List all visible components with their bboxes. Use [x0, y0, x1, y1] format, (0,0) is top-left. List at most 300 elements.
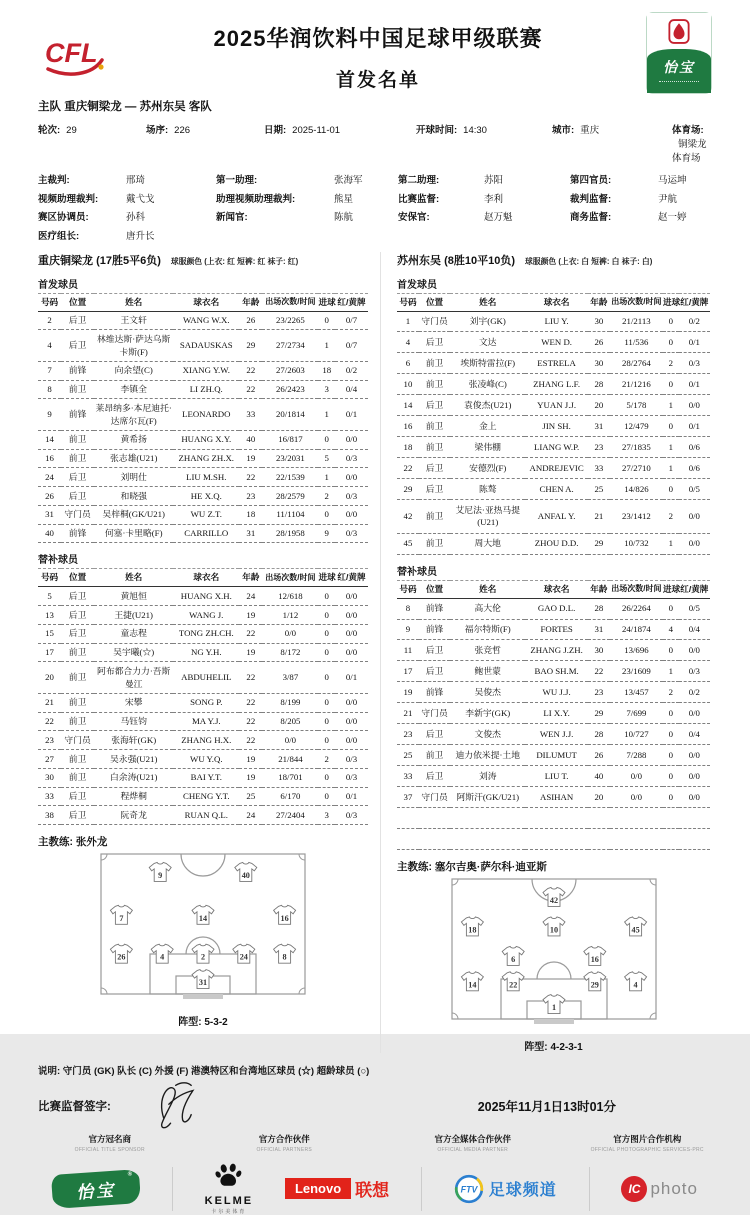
- player-cell: YUAN J.J.: [525, 395, 588, 416]
- sponsor-label: 官方全媒体合作伙伴 OFFICIAL MEDIA PARTNER: [434, 1133, 511, 1153]
- player-cell: 7: [38, 361, 61, 380]
- official-item: [216, 191, 398, 205]
- substitute-player-row: [397, 682, 710, 703]
- player-cell: 7/699: [610, 703, 663, 724]
- starting-table: [397, 293, 710, 555]
- team-header: [38, 252, 368, 268]
- match-info-row: [38, 122, 712, 164]
- player-cell: 后卫: [419, 661, 450, 682]
- sponsor-label: 官方冠名商 OFFICIAL TITLE SPONSOR: [74, 1133, 145, 1153]
- player-cell: 18: [318, 361, 335, 380]
- player-cell: 38: [38, 806, 61, 825]
- official-label: 第二助理:: [398, 175, 440, 186]
- official-label: 裁判监督:: [570, 193, 612, 205]
- player-cell: 16: [38, 449, 61, 468]
- official-value: 戴弋戈: [126, 193, 155, 205]
- jersey-14: [461, 972, 483, 991]
- column-header: 球衣名: [173, 293, 239, 311]
- player-cell: 37: [397, 787, 419, 808]
- player-cell: 22: [239, 712, 262, 731]
- info-label: 轮次:: [38, 125, 61, 136]
- player-cell: 0/2: [679, 311, 710, 332]
- player-cell: 0/6: [679, 458, 710, 479]
- team-section-away: [380, 252, 710, 1053]
- player-cell: ASIHAN: [525, 787, 588, 808]
- player-cell: 23/1609: [610, 661, 663, 682]
- player-cell: 0/1: [679, 332, 710, 353]
- player-cell: 0/3: [679, 661, 710, 682]
- subs-heading: 替补球员: [38, 555, 78, 567]
- player-cell: 11/536: [610, 332, 663, 353]
- player-cell: 30: [588, 353, 610, 374]
- column-header: 红/黄牌: [335, 569, 368, 587]
- player-cell: 文达: [450, 332, 525, 353]
- svg-text:7: 7: [119, 913, 124, 923]
- player-cell: 1: [663, 395, 679, 416]
- jersey-16: [583, 946, 605, 965]
- player-cell: 0: [663, 332, 679, 353]
- jersey-1: [543, 994, 565, 1013]
- official-label: 比赛监督:: [398, 193, 440, 205]
- player-cell: 10/727: [610, 724, 663, 745]
- player-cell: 8: [397, 598, 419, 619]
- official-label: 第一助理:: [216, 175, 258, 186]
- player-cell: BAI Y.T.: [173, 768, 239, 787]
- player-cell: 9: [397, 619, 419, 640]
- player-cell: 0: [663, 374, 679, 395]
- player-cell: 前锋: [61, 524, 94, 543]
- player-cell: 0/0: [335, 624, 368, 643]
- official-label: 主裁判:: [38, 175, 70, 186]
- player-cell: XIANG Y.W.: [173, 361, 239, 380]
- column-header: 年龄: [588, 580, 610, 598]
- player-cell: 23: [588, 437, 610, 458]
- player-cell: 刘涛: [450, 766, 525, 787]
- player-cell: CARRILLO: [173, 524, 239, 543]
- player-cell: 吴俊杰: [450, 682, 525, 703]
- starting-player-row: [38, 487, 368, 506]
- player-cell: 0/3: [335, 806, 368, 825]
- player-cell: 4: [38, 330, 61, 362]
- player-cell: 守门员: [61, 731, 94, 750]
- player-cell: 前卫: [419, 499, 450, 533]
- player-cell: [588, 807, 610, 828]
- column-header: 号码: [38, 569, 61, 587]
- info-value: 14:30: [463, 125, 487, 136]
- player-cell: 1: [663, 458, 679, 479]
- player-cell: 0: [663, 598, 679, 619]
- player-cell: 前锋: [419, 682, 450, 703]
- column-header: 姓名: [94, 569, 173, 587]
- player-cell: 27/1835: [610, 437, 663, 458]
- ftv-badge-icon: [454, 1174, 484, 1204]
- info-value: 226: [174, 125, 191, 136]
- player-cell: 16/817: [262, 430, 318, 449]
- jersey-16: [274, 905, 296, 924]
- substitute-player-row: [397, 619, 710, 640]
- player-cell: 0: [318, 311, 335, 330]
- player-cell: 金上: [450, 416, 525, 437]
- player-cell: 王文轩: [94, 311, 173, 330]
- player-cell: 福尔特斯(F): [450, 619, 525, 640]
- player-cell: 后卫: [419, 766, 450, 787]
- starting-player-row: [397, 332, 710, 353]
- player-cell: 2: [38, 311, 61, 330]
- match-info-item: [264, 122, 416, 164]
- player-cell: 25: [397, 745, 419, 766]
- svg-text:14: 14: [198, 913, 208, 923]
- column-header: 红/黄牌: [335, 293, 368, 311]
- svg-text:40: 40: [241, 870, 250, 880]
- player-cell: 0/7: [335, 311, 368, 330]
- kelme-logo: KELME 卡尔美体育: [205, 1163, 254, 1215]
- player-cell: 后卫: [61, 468, 94, 487]
- yibao-sponsor-logo: [646, 12, 712, 94]
- official-label: 商务监督:: [570, 212, 612, 223]
- player-cell: 30: [588, 640, 610, 661]
- substitute-player-row: [38, 806, 368, 825]
- substitutes-table: [38, 568, 368, 825]
- player-cell: [397, 807, 419, 828]
- player-cell: 3/87: [262, 662, 318, 694]
- player-cell: 4: [397, 332, 419, 353]
- player-cell: 高大伦: [450, 598, 525, 619]
- player-cell: 2: [318, 750, 335, 769]
- player-cell: 刘明仕: [94, 468, 173, 487]
- jersey-26: [110, 944, 132, 963]
- svg-text:16: 16: [590, 954, 599, 964]
- player-cell: [663, 828, 679, 849]
- jersey-29: [583, 972, 605, 991]
- player-cell: 后卫: [419, 640, 450, 661]
- football-channel-logo: FTV 足球频道: [454, 1174, 557, 1204]
- formation-diagram: [38, 852, 368, 1028]
- player-cell: 28: [588, 374, 610, 395]
- player-cell: 40: [588, 766, 610, 787]
- substitute-player-row: [397, 745, 710, 766]
- player-cell: 0: [663, 479, 679, 500]
- legend-note: 说明: 守门员 (GK) 队长 (C) 外援 (F) 港澳特区和台湾地区球员 (☆) 超龄球员 (○): [38, 1065, 370, 1077]
- player-cell: 23: [38, 731, 61, 750]
- player-cell: LI ZH.Q.: [173, 380, 239, 399]
- player-cell: 6: [397, 353, 419, 374]
- player-cell: [450, 828, 525, 849]
- player-cell: 迪力依米提·土地: [450, 745, 525, 766]
- official-item: [398, 172, 570, 186]
- player-cell: 14: [38, 430, 61, 449]
- player-cell: 23: [239, 487, 262, 506]
- player-cell: WEN J.J.: [525, 724, 588, 745]
- info-label: 开球时间:: [416, 125, 458, 136]
- player-cell: 0: [318, 768, 335, 787]
- substitutes-table: [397, 580, 710, 850]
- player-cell: 21/844: [262, 750, 318, 769]
- coach-name: 塞尔吉奥·萨尔科·迪亚斯: [434, 860, 547, 873]
- player-cell: 17: [397, 661, 419, 682]
- jersey-18: [461, 917, 483, 936]
- jersey-10: [543, 917, 565, 936]
- substitute-player-row: [38, 587, 368, 606]
- starting-player-row: [38, 524, 368, 543]
- player-cell: 0/0: [335, 587, 368, 606]
- player-cell: MA Y.J.: [173, 712, 239, 731]
- svg-text:42: 42: [549, 895, 558, 905]
- player-cell: 吴永强(U21): [94, 750, 173, 769]
- player-cell: 7/288: [610, 745, 663, 766]
- player-cell: 前卫: [61, 449, 94, 468]
- player-cell: 11/1104: [262, 505, 318, 524]
- player-cell: 0: [318, 662, 335, 694]
- match-info-item: [416, 122, 552, 164]
- player-cell: 31: [588, 619, 610, 640]
- official-value: 马运坤: [658, 175, 687, 186]
- svg-text:31: 31: [198, 978, 208, 988]
- player-cell: 33: [588, 458, 610, 479]
- pitch-diagram: [448, 877, 660, 1029]
- column-header: 球衣名: [173, 569, 239, 587]
- player-cell: 1: [663, 437, 679, 458]
- league-title: 2025华润饮料中国足球甲级联赛: [213, 26, 543, 51]
- player-cell: 27/2710: [610, 458, 663, 479]
- player-cell: 0/0: [335, 606, 368, 625]
- formation-label: 阵型: 4-2-3-1: [524, 1041, 583, 1053]
- player-cell: 前卫: [419, 745, 450, 766]
- column-header: 位置: [61, 293, 94, 311]
- player-cell: 0: [663, 703, 679, 724]
- player-cell: [610, 807, 663, 828]
- svg-text:24: 24: [239, 952, 248, 962]
- svg-text:26: 26: [117, 952, 126, 962]
- official-item: [38, 191, 216, 205]
- svg-text:22: 22: [508, 980, 517, 990]
- player-cell: 27: [38, 750, 61, 769]
- player-cell: 33: [397, 766, 419, 787]
- substitute-player-row: [38, 787, 368, 806]
- jersey-4: [624, 972, 646, 991]
- player-cell: 19: [397, 682, 419, 703]
- player-cell: 吴梓桐(GK/U21): [94, 505, 173, 524]
- player-cell: 后卫: [61, 787, 94, 806]
- info-value: 2025-11-01: [292, 125, 341, 136]
- player-cell: 吴宇曦(☆): [94, 643, 173, 662]
- svg-text:4: 4: [160, 952, 165, 962]
- official-value: 赵万魁: [484, 212, 513, 223]
- info-value: 29: [66, 125, 77, 136]
- player-cell: 26: [239, 311, 262, 330]
- player-cell: 童志程: [94, 624, 173, 643]
- player-cell: GAO D.L.: [525, 598, 588, 619]
- svg-text:8: 8: [282, 952, 287, 962]
- teams-line: 主队 重庆铜梁龙 — 苏州东吴 客队: [38, 101, 212, 113]
- svg-text:4: 4: [633, 980, 638, 990]
- player-cell: 0/3: [335, 750, 368, 769]
- player-cell: 3: [318, 380, 335, 399]
- player-cell: 20: [38, 662, 61, 694]
- starting-player-row: [38, 505, 368, 524]
- column-header: 位置: [419, 293, 450, 311]
- player-cell: 前卫: [419, 437, 450, 458]
- player-cell: JIN SH.: [525, 416, 588, 437]
- svg-text:29: 29: [590, 980, 599, 990]
- player-cell: 0/5: [679, 598, 710, 619]
- svg-text:14: 14: [467, 980, 476, 990]
- player-cell: 29: [397, 479, 419, 500]
- player-cell: 8: [38, 380, 61, 399]
- player-cell: LIANG W.P.: [525, 437, 588, 458]
- coach-line: 主教练: 塞尔吉奥·萨尔科·迪亚斯: [397, 860, 547, 873]
- player-cell: [663, 807, 679, 828]
- divider: [172, 1167, 173, 1211]
- official-label: 医疗组长:: [38, 230, 80, 242]
- official-item: [216, 209, 398, 223]
- jersey-14: [192, 905, 214, 924]
- svg-text:FTV: FTV: [460, 1184, 478, 1195]
- player-cell: 0: [663, 416, 679, 437]
- svg-text:2: 2: [200, 952, 206, 962]
- paw-icon: [214, 1163, 244, 1189]
- official-label: 助理视频助理裁判:: [216, 193, 296, 205]
- player-cell: 阿布都合力力·吾斯曼江: [94, 662, 173, 694]
- player-cell: 守门员: [419, 787, 450, 808]
- svg-text:6: 6: [510, 954, 515, 964]
- signature-row: [0, 1079, 750, 1133]
- pitch-diagram: [97, 852, 309, 1004]
- player-cell: 0/0: [335, 468, 368, 487]
- player-cell: 0: [318, 430, 335, 449]
- team-header: [397, 252, 710, 268]
- substitute-player-row: [397, 598, 710, 619]
- player-cell: 0/0: [610, 766, 663, 787]
- divider: [421, 1167, 422, 1211]
- starting-player-row: [38, 380, 368, 399]
- player-cell: 0/0: [679, 745, 710, 766]
- player-cell: FORTES: [525, 619, 588, 640]
- player-cell: [610, 828, 663, 849]
- sheet-title: 首发名单: [335, 70, 420, 91]
- jersey-45: [624, 917, 646, 936]
- official-value: 陈航: [334, 212, 354, 223]
- player-cell: 22: [239, 662, 262, 694]
- player-cell: 3: [318, 806, 335, 825]
- substitute-player-row: [38, 662, 368, 694]
- official-item: [38, 209, 216, 223]
- player-cell: 28: [588, 598, 610, 619]
- column-header: 年龄: [239, 569, 262, 587]
- player-cell: 林维达斯·萨达乌斯卡斯(F): [94, 330, 173, 362]
- starting-player-row: [397, 499, 710, 533]
- signature-label: 比赛监督签字:: [38, 1100, 111, 1113]
- starting-player-row: [38, 449, 368, 468]
- official-value: 邢琦: [126, 175, 146, 186]
- player-cell: DILUMUT: [525, 745, 588, 766]
- player-cell: 18: [397, 437, 419, 458]
- player-cell: 26: [38, 487, 61, 506]
- official-value: 唐升长: [126, 230, 155, 242]
- player-cell: 阿斯汗(GK/U21): [450, 787, 525, 808]
- player-cell: 40: [239, 430, 262, 449]
- official-value: 熊星: [334, 193, 354, 205]
- player-cell: 24/1874: [610, 619, 663, 640]
- player-cell: 20/1814: [262, 399, 318, 431]
- player-cell: 后卫: [61, 487, 94, 506]
- player-cell: 周大地: [450, 533, 525, 554]
- match-info-item: [672, 122, 712, 164]
- player-cell: 0/0: [610, 787, 663, 808]
- player-cell: 28/2764: [610, 353, 663, 374]
- player-cell: 守门员: [419, 311, 450, 332]
- player-cell: 0/3: [335, 524, 368, 543]
- player-cell: 张凌峰(C): [450, 374, 525, 395]
- player-cell: 18: [239, 505, 262, 524]
- player-cell: 21: [588, 499, 610, 533]
- substitute-player-row: [397, 766, 710, 787]
- info-value: 铜梁龙体育场: [672, 139, 707, 164]
- player-cell: 0/0: [335, 712, 368, 731]
- substitute-player-row: [397, 807, 710, 828]
- player-cell: ABDUHELIL: [173, 662, 239, 694]
- formation-diagram: [397, 877, 710, 1053]
- player-cell: 8/199: [262, 693, 318, 712]
- player-cell: 2: [318, 487, 335, 506]
- player-cell: 20: [588, 395, 610, 416]
- starting-player-row: [397, 479, 710, 500]
- player-cell: 0: [318, 731, 335, 750]
- player-cell: 前卫: [61, 380, 94, 399]
- player-cell: 程烨桐: [94, 787, 173, 806]
- player-cell: 0: [318, 787, 335, 806]
- player-cell: 31: [588, 416, 610, 437]
- player-cell: 前卫: [61, 662, 94, 694]
- player-cell: 0: [318, 693, 335, 712]
- player-cell: WANG J.: [173, 606, 239, 625]
- player-cell: 和晓强: [94, 487, 173, 506]
- info-label: 城市:: [552, 125, 575, 136]
- player-cell: 12/618: [262, 587, 318, 606]
- player-cell: 26: [588, 332, 610, 353]
- sponsor-labels-row: [0, 1133, 750, 1153]
- player-cell: 后卫: [61, 606, 94, 625]
- player-cell: 刘宇(GK): [450, 311, 525, 332]
- subs-heading: 替补球员: [397, 566, 437, 578]
- player-cell: 30: [588, 311, 610, 332]
- player-cell: 0/0: [679, 640, 710, 661]
- player-cell: 1: [318, 330, 335, 362]
- player-cell: RUAN Q.L.: [173, 806, 239, 825]
- player-cell: 18/701: [262, 768, 318, 787]
- column-header: 号码: [397, 580, 419, 598]
- player-cell: 宋攀: [94, 693, 173, 712]
- column-header: 进球: [663, 293, 679, 311]
- match-info-item: [38, 122, 146, 164]
- player-cell: 后卫: [419, 458, 450, 479]
- player-cell: HE X.Q.: [173, 487, 239, 506]
- player-cell: 0/3: [335, 487, 368, 506]
- player-cell: 0/0: [679, 766, 710, 787]
- player-cell: 0/0: [335, 505, 368, 524]
- player-cell: 0/0: [335, 693, 368, 712]
- player-cell: 后卫: [419, 332, 450, 353]
- column-header: 出场次数/时间: [262, 569, 318, 587]
- player-cell: 后卫: [419, 724, 450, 745]
- player-cell: LIU M.SH.: [173, 468, 239, 487]
- player-cell: 28/2579: [262, 487, 318, 506]
- player-cell: [419, 807, 450, 828]
- player-cell: 5/178: [610, 395, 663, 416]
- player-cell: 22: [239, 731, 262, 750]
- player-cell: 0/2: [335, 361, 368, 380]
- player-cell: 10: [397, 374, 419, 395]
- player-cell: 6/170: [262, 787, 318, 806]
